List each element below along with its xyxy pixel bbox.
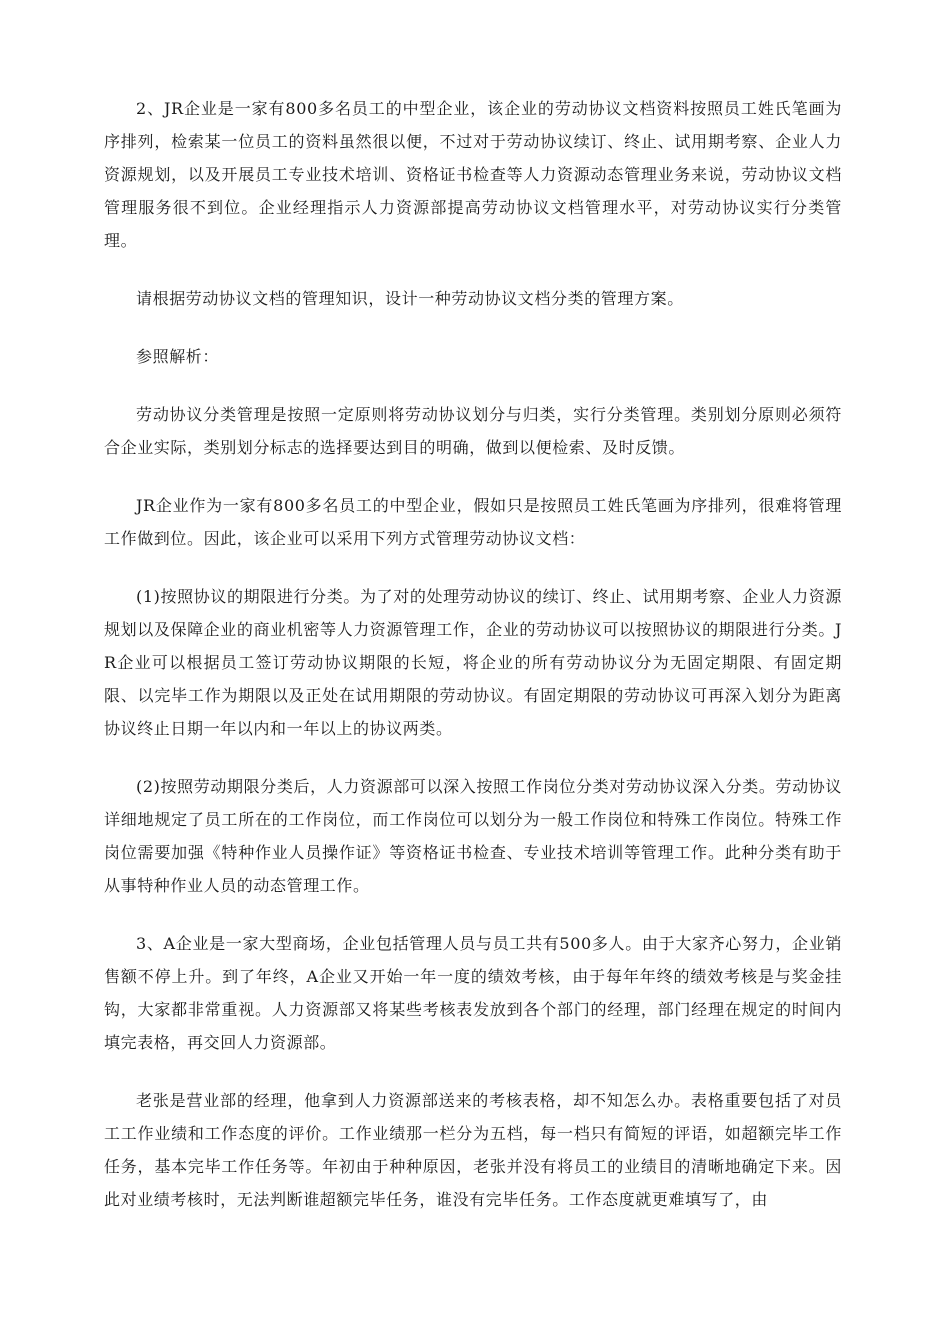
paragraph-reference-heading: 参照解析：: [136, 347, 220, 366]
paragraph-case-description: 老张是营业部的经理，他拿到人力资源部送来的考核表格，却不知怎么办。表格重要包括了对员工工作业绩和工作态度的评价。工作业绩那一栏分为五档，每一档只有简短的评语，如超额完毕工作任务，基本完毕工作任务等。年初由于种种原因，老张并没有将员工的业绩目的清晰地确定下来。因此对业绩考核时，无法判断谁超额完毕任务，谁没有完毕任务。工作态度就更难填写了，由: [104, 1091, 842, 1209]
paragraph-analysis-intro: 劳动协议分类管理是按照一定原则将劳动协议划分与归类，实行分类管理。类别划分原则必须符合企业实际，类别划分标志的选择要达到目的明确，做到以便检索、及时反馈。: [104, 405, 842, 457]
paragraph-question-2: 2、JR企业是一家有800多名员工的中型企业，该企业的劳动协议文档资料按照员工姓氏笔画为序排列，检索某一位员工的资料虽然很以便，不过对于劳动协议续订、终止、试用期考察、企业人力资源规划，以及开展员工专业技术培训、资格证书检查等人力资源动态管理业务来说，劳动协议文档管理服务很不到位。企业经理指示人力资源部提高劳动协议文档管理水平，对劳动协议实行分类管理。: [104, 99, 842, 250]
paragraph-method-2: (2)按照劳动期限分类后，人力资源部可以深入按照工作岗位分类对劳动协议深入分类。劳动协议详细地规定了员工所在的工作岗位，而工作岗位可以划分为一般工作岗位和特殊工作岗位。特殊工作岗位需要加强《特种作业人员操作证》等资格证书检查、专业技术培训等管理工作。此种分类有助于从事特种作业人员的动态管理工作。: [104, 777, 842, 895]
paragraph-task: 请根据劳动协议文档的管理知识，设计一种劳动协议文档分类的管理方案。: [136, 289, 684, 308]
paragraph-question-3: 3、A企业是一家大型商场，企业包括管理人员与员工共有500多人。由于大家齐心努力，企业销售额不停上升。到了年终，A企业又开始一年一度的绩效考核，由于每年年终的绩效考核是与奖金挂钩，大家都非常重视。人力资源部又将某些考核表发放到各个部门的经理，部门经理在规定的时间内填完表格，再交回人力资源部。: [104, 934, 842, 1052]
document-body: [104, 92, 842, 1241]
paragraph-analysis-context: JR企业作为一家有800多名员工的中型企业，假如只是按照员工姓氏笔画为序排列，很难将管理工作做到位。因此，该企业可以采用下列方式管理劳动协议文档：: [104, 496, 842, 548]
paragraph-method-1: (1)按照协议的期限进行分类。为了对的处理劳动协议的续订、终止、试用期考察、企业人力资源规划以及保障企业的商业机密等人力资源管理工作，企业的劳动协议可以按照协议的期限进行分类。JR企业可以根据员工签订劳动协议期限的长短，将企业的所有劳动协议分为无固定期限、有固定期限、以完毕工作为期限以及正处在试用期限的劳动协议。有固定期限的劳动协议可再深入划分为距离协议终止日期一年以内和一年以上的协议两类。: [104, 587, 842, 738]
